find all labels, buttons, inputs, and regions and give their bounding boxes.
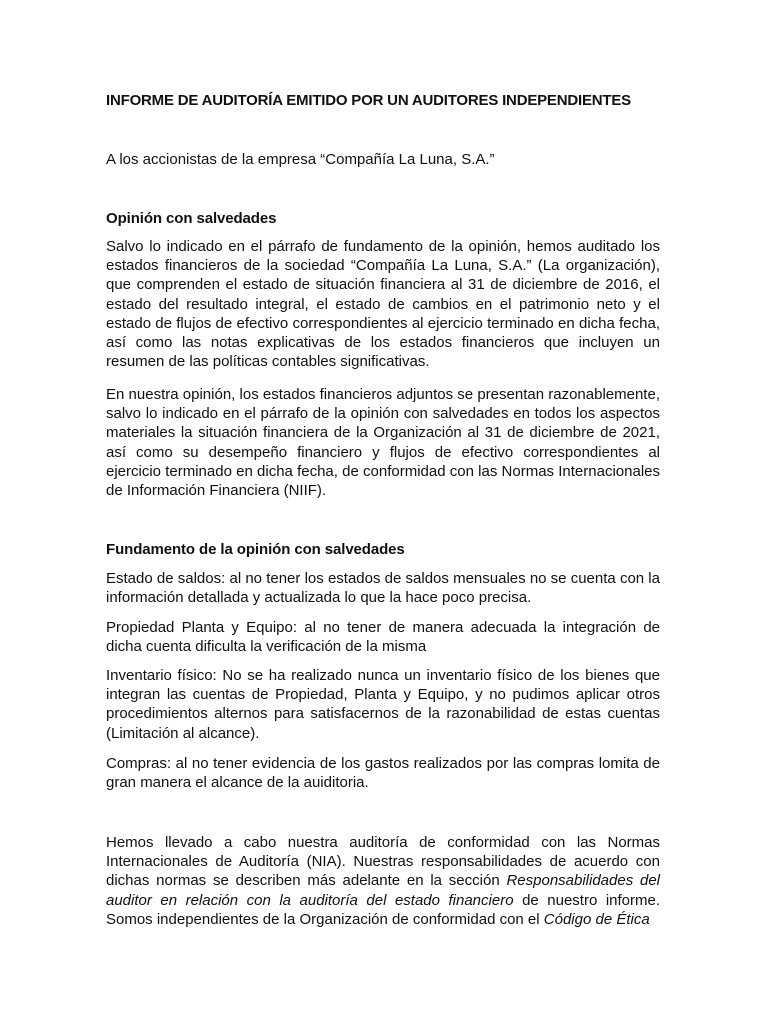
document-title: INFORME DE AUDITORÍA EMITIDO POR UN AUDITORES INDEPENDIENTES (106, 92, 631, 109)
closing-paragraph (106, 833, 660, 929)
fundamento-item-compras: Compras: al no tener evidencia de los gastos realizados por las compras lomita de gran manera el alcance de la auiditoria. (106, 755, 660, 792)
closing-text-2: de nuestro informe. Somos independientes de la Organización de conformidad con el (106, 891, 660, 928)
fundamento-item-estado-saldos: Estado de saldos: al no tener los estados de saldos mensuales no se cuenta con la información detallada y actualizada lo que la hace poco precisa. (106, 570, 660, 607)
closing-italic-code-name: Código de Ética (543, 910, 650, 928)
opinion-paragraph-2: En nuestra opinión, los estados financieros adjuntos se presentan razonablemente, salvo lo indicado en el párrafo de la opinión con salvedades en todos los aspectos materiales la situación financiera de la Organización al 31 de diciembre de 2021, así como su desempeño financiero y flujos de efectivo correspondientes al ejercicio terminado en dicha fecha, de conformidad con las Normas Internacionales de Información Financiera (NIIF). (106, 386, 660, 500)
opinion-heading: Opinión con salvedades (106, 210, 277, 227)
fundamento-item-inventario: Inventario físico: No se ha realizado nunca un inventario físico de los bienes que integran las cuentas de Propiedad, Planta y Equipo, y no pudimos aplicar otros procedimientos alternos para satisfacernos de la razonabilidad de estas cuentas (Limitación al alcance). (106, 667, 660, 742)
fundamento-heading: Fundamento de la opinión con salvedades (106, 541, 405, 558)
opinion-paragraph-1: Salvo lo indicado en el párrafo de fundamento de la opinión, hemos auditado los estados financieros de la sociedad “Compañía La Luna, S.A.” (La organización), que comprenden el estado de situación financiera al 31 de diciembre de 2016, el estado del resultado integral, el estado de cambios en el patrimonio neto y el estado de flujos de efectivo correspondientes al ejercicio terminado en dicha fecha, así como las notas explicativas de los estados financieros que incluyen un resumen de las políticas contables significativas. (106, 238, 660, 371)
addressee-line: A los accionistas de la empresa “Compañía La Luna, S.A.” (106, 151, 495, 168)
fundamento-item-propiedad: Propiedad Planta y Equipo: al no tener de manera adecuada la integración de dicha cuenta dificulta la verificación de la misma (106, 619, 660, 656)
closing-italic-section-name: Responsabilidades del auditor en relación con la auditoría del estado financiero (106, 872, 661, 909)
closing-text-1: Hemos llevado a cabo nuestra auditoría de conformidad con las Normas Internacionales de Auditoría (NIA). Nuestras responsabilidades de acuerdo con dichas normas se describen más adelante en la sección (106, 834, 660, 890)
